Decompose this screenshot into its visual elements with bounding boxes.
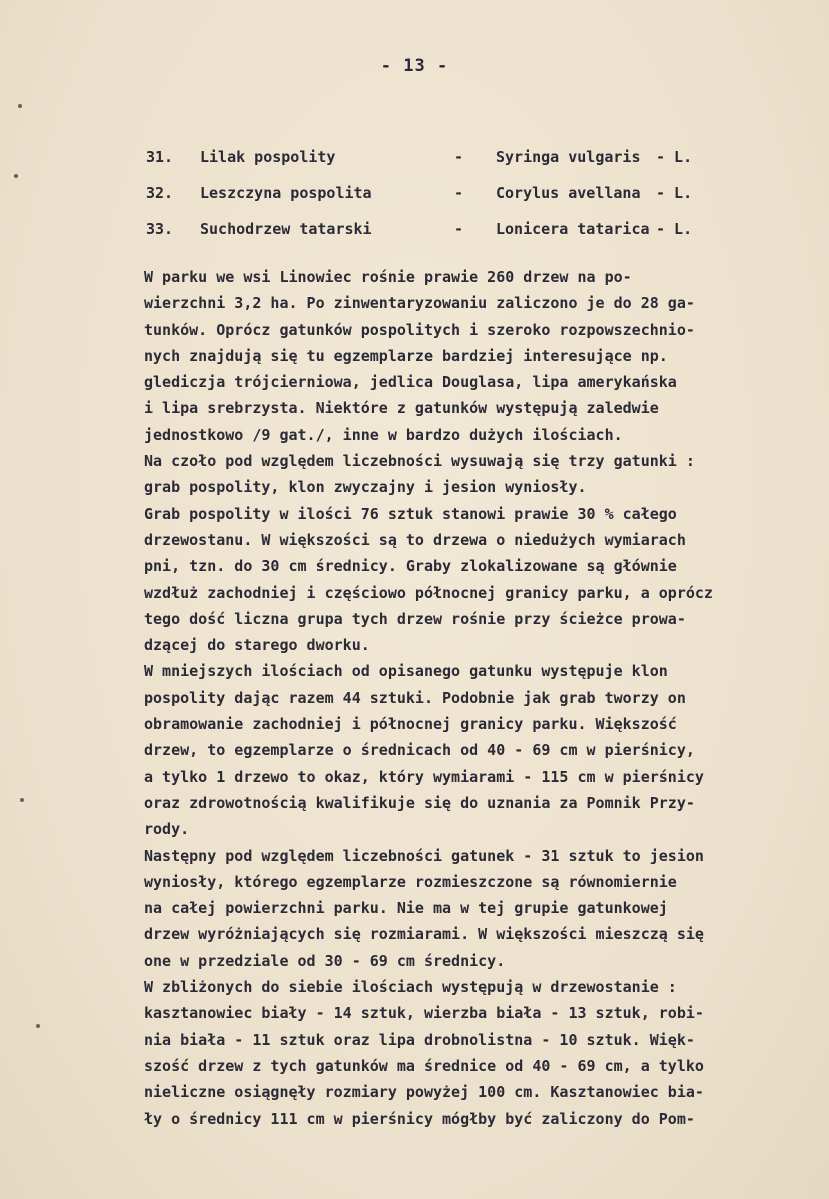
text-line: Następny pod względem liczebności gatunek - 31 sztuk to jesion [144, 846, 704, 865]
margin-mark [18, 104, 22, 108]
text-line: obramowanie zachodniej i północnej granicy parku. Większość [144, 715, 677, 734]
text-line: wierzchni 3,2 ha. Po zinwentaryzowaniu zaliczono je do 28 ga- [144, 294, 695, 313]
species-dash: - [454, 220, 464, 238]
text-line: Grab pospolity w ilości 76 sztuk stanowi prawie 30 % całego [144, 504, 677, 523]
text-line: drzewostanu. W większości są to drzewa o niedużych wymiarach [144, 530, 686, 549]
text-line: nieliczne osiągnęły rozmiary powyżej 100 cm. Kasztanowiec bia- [144, 1083, 704, 1102]
text-line: nych znajdują się tu egzemplarze bardziej interesujące np. [144, 346, 668, 365]
text-line: szość drzew z tych gatunków ma średnice od 40 - 69 cm, a tylko [144, 1056, 704, 1075]
margin-mark [36, 1024, 40, 1028]
text-line: jednostkowo /9 gat./, inne w bardzo dużych ilościach. [144, 425, 623, 444]
species-polish-name: Lilak pospolity [200, 148, 336, 166]
text-line: i lipa srebrzysta. Niektóre z gatunków występują zaledwie [144, 399, 659, 418]
text-line: drzew wyróżniających się rozmiarami. W większości mieszczą się [144, 925, 704, 944]
species-dash: - [454, 184, 464, 202]
text-line: W zbliżonych do siebie ilościach występują w drzewostanie : [144, 978, 677, 997]
text-line: pni, tzn. do 30 cm średnicy. Graby zlokalizowane są głównie [144, 557, 677, 576]
text-line: oraz zdrowotnością kwalifikuje się do uznania za Pomnik Przy- [144, 793, 695, 812]
page-number: - 13 - [380, 56, 449, 76]
species-row [146, 184, 786, 220]
text-line: na całej powierzchni parku. Nie ma w tej grupie gatunkowej [144, 899, 668, 918]
text-line: wzdłuż zachodniej i częściowo północnej granicy parku, a oprócz [144, 583, 713, 602]
text-line: dzącej do starego dworku. [144, 636, 370, 655]
species-polish-name: Suchodrzew tatarski [200, 220, 372, 238]
species-author: - L. [656, 220, 693, 238]
text-line: a tylko 1 drzewo to okaz, który wymiarami - 115 cm w pierśnicy [144, 767, 704, 786]
text-line: W parku we wsi Linowiec rośnie prawie 260 drzew na po- [144, 268, 632, 286]
text-line: grab pospolity, klon zwyczajny i jesion wyniosły. [144, 478, 587, 497]
species-latin-name: Syringa vulgaris [496, 148, 641, 166]
text-line: tego dość liczna grupa tych drzew rośnie przy ścieżce prowa- [144, 609, 686, 628]
text-line: kasztanowiec biały - 14 sztuk, wierzba biała - 13 sztuk, robi- [144, 1004, 704, 1023]
species-dash: - [454, 148, 464, 166]
margin-mark [14, 174, 18, 178]
text-line: drzew, to egzemplarze o średnicach od 40 - 69 cm w pierśnicy, [144, 741, 695, 760]
species-polish-name: Leszczyna pospolita [200, 184, 372, 202]
text-line: Na czoło pod względem liczebności wysuwają się trzy gatunki : [144, 452, 695, 471]
species-row [146, 220, 786, 256]
text-line: glediczja trójcierniowa, jedlica Douglasa, lipa amerykańska [144, 373, 677, 392]
species-list [146, 148, 786, 256]
species-latin-name: Corylus avellana [496, 184, 641, 202]
species-row [146, 148, 786, 184]
species-number: 33. [146, 220, 174, 238]
species-author: - L. [656, 148, 693, 166]
text-line: one w przedziale od 30 - 69 cm średnicy. [144, 951, 506, 970]
species-latin-name: Lonicera tatarica [496, 220, 650, 238]
text-line: W mniejszych ilościach od opisanego gatunku występuje klon [144, 662, 668, 681]
species-author: - L. [656, 184, 693, 202]
text-line: wyniosły, którego egzemplarze rozmieszczone są równomiernie [144, 872, 677, 891]
species-number: 32. [146, 184, 174, 202]
species-number: 31. [146, 148, 174, 166]
text-line: ły o średnicy 111 cm w pierśnicy mógłby być zaliczony do Pom- [144, 1109, 695, 1128]
text-line: rody. [144, 820, 190, 839]
body-text [144, 264, 816, 1132]
margin-mark [20, 798, 24, 802]
text-line: pospolity dając razem 44 sztuki. Podobnie jak grab tworzy on [144, 688, 686, 707]
text-line: nia biała - 11 sztuk oraz lipa drobnolistna - 10 sztuk. Więk- [144, 1030, 695, 1049]
text-line: tunków. Oprócz gatunków pospolitych i szeroko rozpowszechnio- [144, 320, 695, 339]
